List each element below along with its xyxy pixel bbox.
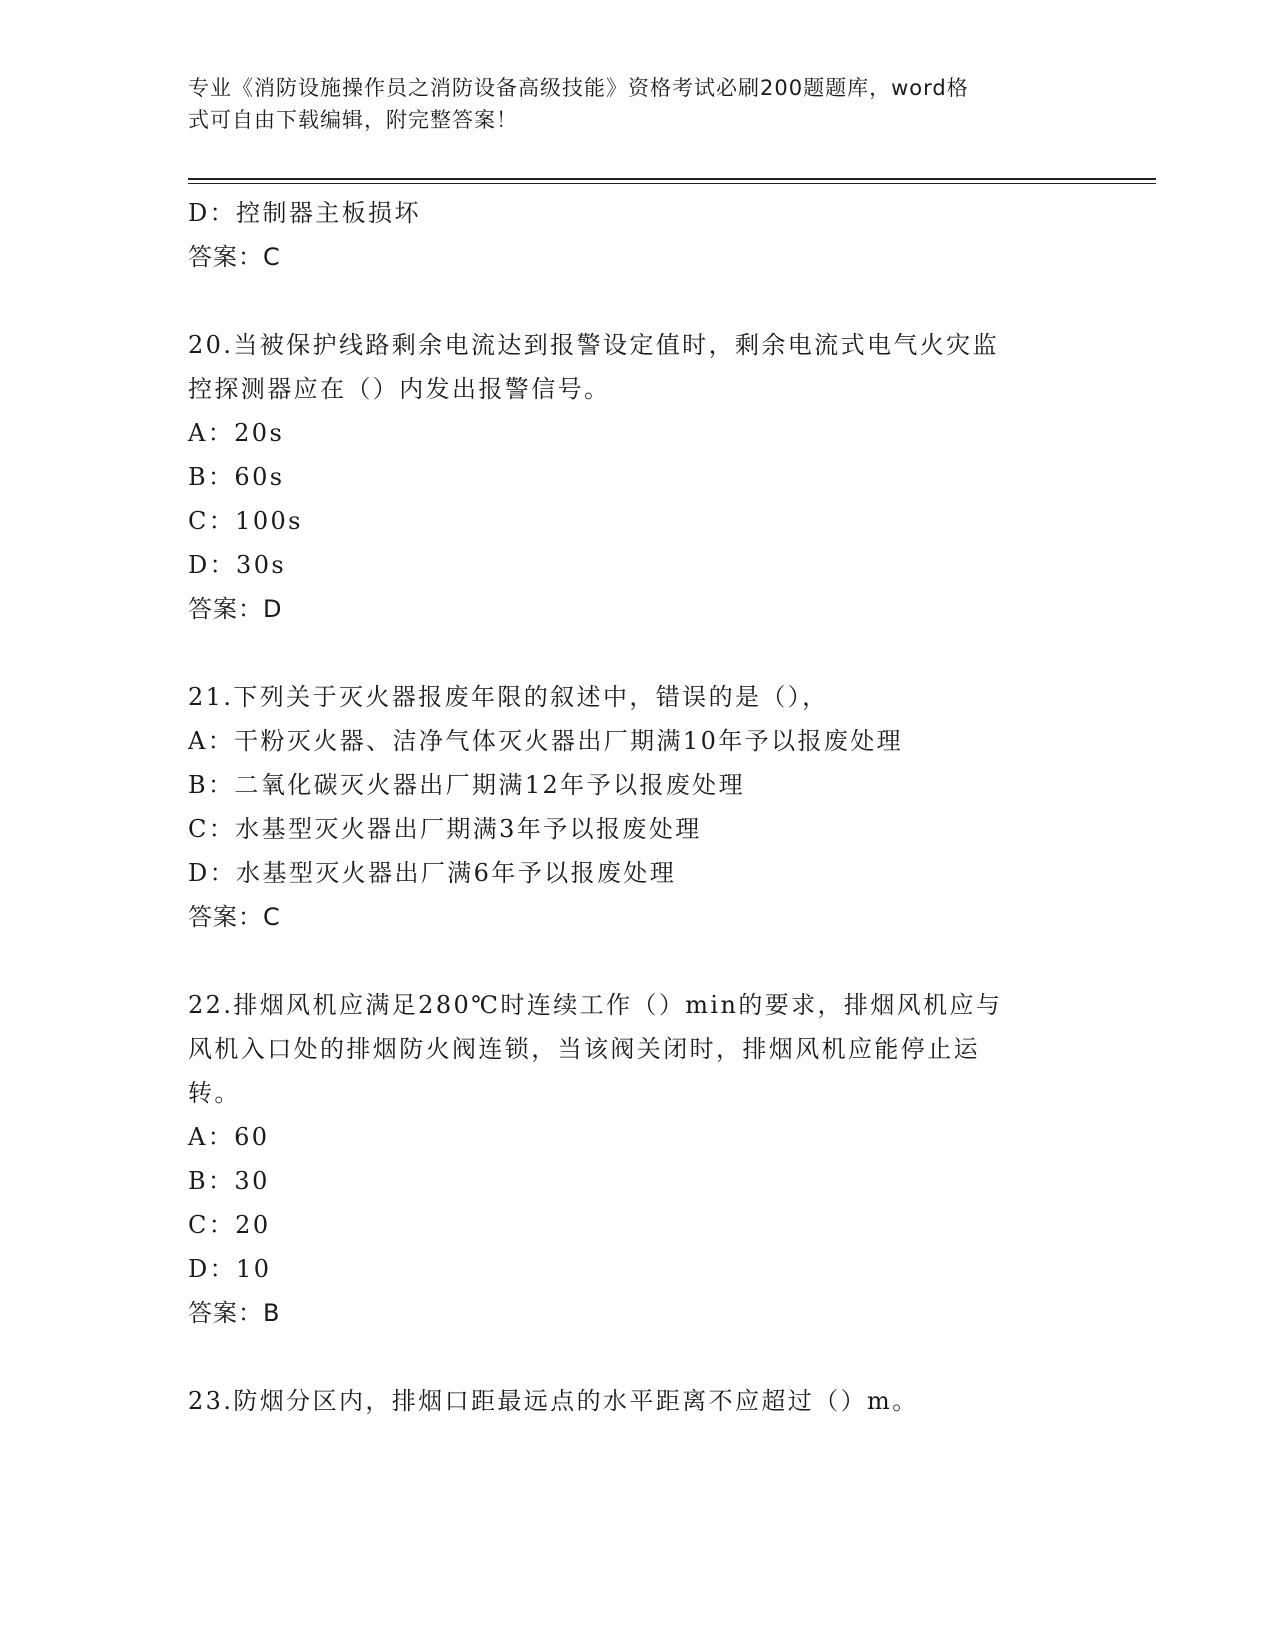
q20-option-a: A：20s (188, 419, 285, 447)
header-line-2: 式可自由下载编辑，附完整答案！ (188, 108, 518, 132)
q20-option-c: C：100s (188, 507, 303, 535)
q22-answer: 答案：B (188, 1299, 281, 1327)
document-header (188, 72, 1068, 136)
q21-option-b: B：二氧化碳灭火器出厂期满12年予以报废处理 (188, 771, 745, 799)
q22-option-d: D：10 (188, 1255, 272, 1283)
q22-option-c: C：20 (188, 1211, 271, 1239)
q23-stem-line-1: 23.防烟分区内，排烟口距最远点的水平距离不应超过（）m。 (188, 1387, 919, 1415)
header-line-1: 专业《消防设施操作员之消防设备高级技能》资格考试必刷200题题库，word格 (188, 76, 969, 100)
q22-stem-line-2: 风机入口处的排烟防火阀连锁，当该阀关闭时，排烟风机应能停止运 (188, 1035, 980, 1063)
q20-option-b: B：60s (188, 463, 285, 491)
q21-answer: 答案：C (188, 903, 281, 931)
q20-stem-line-2: 控探测器应在（）内发出报警信号。 (188, 375, 611, 403)
q22-option-b: B：30 (188, 1167, 270, 1195)
q20-option-d: D：30s (188, 551, 287, 579)
header-rule-thin (188, 183, 1156, 184)
q21-option-d: D：水基型灭火器出厂满6年予以报废处理 (188, 859, 677, 887)
q19-option-d: D：控制器主板损坏 (188, 199, 421, 227)
q22-option-a: A：60 (188, 1123, 270, 1151)
q21-stem-line-1: 21.下列关于灭火器报废年限的叙述中，错误的是（）， (188, 683, 829, 711)
q20-stem-line-1: 20.当被保护线路剩余电流达到报警设定值时，剩余电流式电气火灾监 (188, 331, 999, 359)
q21-option-c: C：水基型灭火器出厂期满3年予以报废处理 (188, 815, 702, 843)
q20-answer: 答案：D (188, 595, 283, 623)
q21-option-a: A：干粉灭火器、洁净气体灭火器出厂期满10年予以报废处理 (188, 727, 904, 755)
q22-stem-line-3: 转。 (188, 1079, 241, 1107)
q22-stem-line-1: 22.排烟风机应满足280℃时连续工作（）min的要求，排烟风机应与 (188, 991, 1003, 1019)
header-rule-thick (188, 178, 1156, 180)
q19-answer: 答案：C (188, 243, 281, 271)
